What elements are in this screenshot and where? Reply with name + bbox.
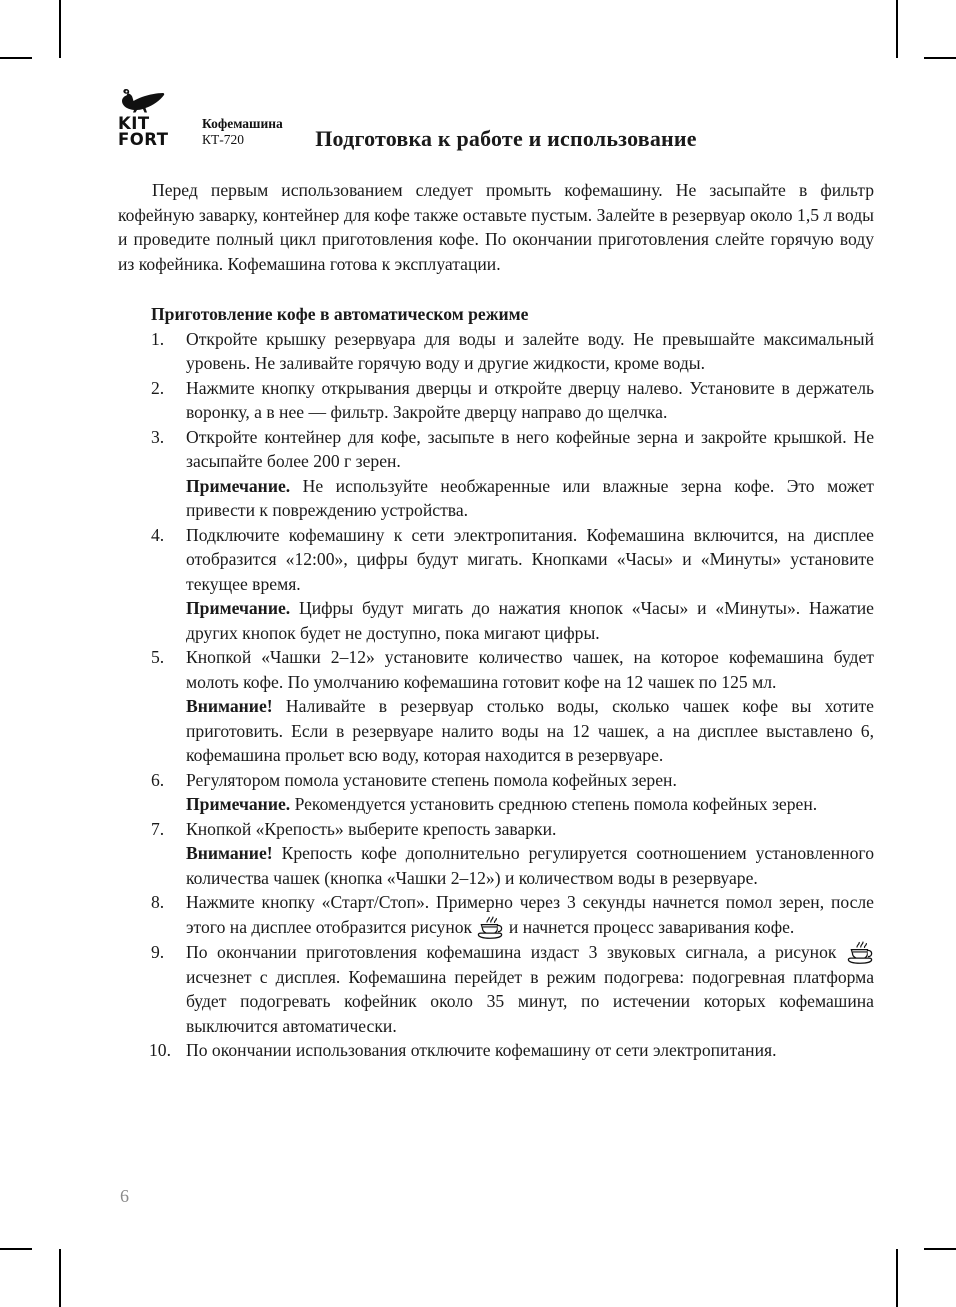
section-heading: Приготовление кофе в автоматическом режиме [151, 304, 529, 324]
crop-mark-bottom-left-horizontal [0, 1248, 32, 1250]
step-text: Кнопкой «Крепость» выберите крепость заварки. [186, 818, 557, 839]
coffee-cup-icon [477, 916, 503, 940]
note-text: Не используйте необжаренные или влажные зерна кофе. Это может привести к повреждению устройства. [186, 475, 874, 520]
brand-word-kit: KIT [118, 114, 150, 133]
crop-mark-bottom-right-horizontal [924, 1248, 956, 1250]
product-model: КТ-720 [202, 132, 244, 147]
step-number: 1. [151, 328, 165, 349]
crop-mark-top-left-vertical [59, 0, 61, 58]
note-label: Примечание. [186, 794, 291, 814]
step-number: 10. [149, 1040, 171, 1060]
list-item [118, 327, 874, 376]
step-note [186, 694, 874, 768]
step-text [186, 890, 874, 940]
step-text: Подключите кофемашину к сети электропитания. Кофемашина включится, на дисплее отобразится «12:00», цифры будут мигать. Кнопками «Часы» и «Минуты» установите текущее время. [186, 524, 874, 594]
product-name: Кофемашина [202, 116, 283, 131]
brand-block [118, 86, 192, 148]
step-note [186, 792, 874, 817]
note-label: Примечание. [186, 598, 291, 618]
note-label: Внимание! [186, 843, 273, 863]
note-text: Наливайте в резервуар столько воды, сколько чашек кофе вы хотите приготовить. Если в резервуаре налито воды на 12 чашек, а на дисплее выставлено 6, кофемашина прольет всю воду, которая находится в резервуаре. [186, 696, 874, 765]
list-item [118, 376, 874, 425]
page-title: Подготовка к работе и использование [315, 126, 697, 151]
crop-mark-top-left-horizontal [0, 57, 32, 59]
step-number: 3. [151, 426, 165, 447]
step-text: Кнопкой «Чашки 2–12» установите количество чашек, на которое кофемашина будет молоть кофе. По умолчанию кофемашина готовит кофе на 12 чашек по 125 мл. [186, 647, 874, 692]
step-number: 4. [151, 524, 165, 545]
step-text-after-icon: и начнется процесс заваривания кофе. [504, 916, 795, 937]
step-number: 6. [151, 769, 165, 790]
list-item [118, 940, 874, 1039]
crop-mark-top-right-horizontal [924, 57, 956, 59]
step-text [186, 940, 874, 1039]
note-text: Рекомендуется установить среднюю степень помола кофейных зерен. [290, 794, 818, 814]
steps-list [118, 327, 874, 1063]
product-identification [202, 86, 283, 148]
list-item [118, 645, 874, 768]
step-text: Откройте контейнер для кофе, засыпьте в него кофейные зерна и закройте крышкой. Не засыпайте более 200 г зерен. [186, 426, 874, 471]
crop-mark-top-right-vertical [896, 0, 898, 58]
step-number: 7. [151, 818, 165, 839]
brand-wordmark [118, 116, 192, 148]
step-number: 2. [151, 377, 165, 398]
step-number: 8. [151, 892, 165, 912]
crop-mark-bottom-right-vertical [896, 1249, 898, 1307]
note-label: Примечание. [186, 475, 291, 496]
list-item [118, 1038, 874, 1063]
list-item [118, 817, 874, 891]
step-text: Откройте крышку резервуара для воды и залейте воду. Не превышайте максимальный уровень. Не заливайте горячую воду и другие жидкости, кроме воды. [186, 328, 874, 373]
lead-paragraph: Перед первым использованием следует промыть кофемашину. Не засыпайте в фильтр кофейную заварку, контейнер для кофе также оставьте пустым. Залейте в резервуар около 1,5 л воды и проведите полный цикл приготовления кофе. По окончании приготовления слейте горячую воду из кофейника. Кофемашина готова к эксплуатации. [118, 180, 874, 274]
step-note [186, 841, 874, 890]
page-content [118, 86, 874, 1063]
brand-word-fort: FORT [118, 130, 169, 149]
list-item [118, 890, 874, 940]
list-item [118, 768, 874, 817]
crop-mark-bottom-left-vertical [59, 1249, 61, 1307]
coffee-cup-icon [847, 941, 873, 965]
page-number: 6 [120, 1186, 129, 1206]
note-text: Крепость кофе дополнительно регулируется соотношением установленного количества чашек (кнопка «Чашки 2–12») и количеством воды в резервуаре. [186, 843, 874, 888]
step-text: По окончании использования отключите кофемашину от сети электропитания. [186, 1040, 777, 1060]
step-text-before-icon: Нажмите кнопку «Старт/Стоп». Примерно через 3 секунды начнется помол зерен, после этого на дисплее отобразится рисунок [186, 892, 874, 937]
step-note [186, 474, 874, 523]
step-text: Регулятором помола установите степень помола кофейных зерен. [186, 769, 677, 790]
bird-logo-icon [120, 86, 166, 114]
step-text: Нажмите кнопку открывания дверцы и откройте дверцу налево. Установите в держатель воронку, а в нее — фильтр. Закройте дверцу направо до щелчка. [186, 377, 874, 422]
step-number: 9. [151, 941, 165, 962]
note-label: Внимание! [186, 696, 273, 716]
list-item [118, 425, 874, 523]
step-text-after-icon: исчезнет с дисплея. Кофемашина перейдет в режим подогрева: подогревная платформа будет подогревать кофейник около 35 минут, по истечении которых кофемашина выключится автоматически. [186, 966, 874, 1036]
step-number: 5. [151, 647, 165, 667]
step-text-before-icon: По окончании приготовления кофемашина издаст 3 звуковых сигнала, а рисунок [186, 941, 846, 962]
step-note [186, 596, 874, 645]
list-item [118, 523, 874, 646]
note-text: Цифры будут мигать до нажатия кнопок «Часы» и «Минуты». Нажатие других кнопок будет не доступно, пока мигают цифры. [186, 598, 874, 643]
